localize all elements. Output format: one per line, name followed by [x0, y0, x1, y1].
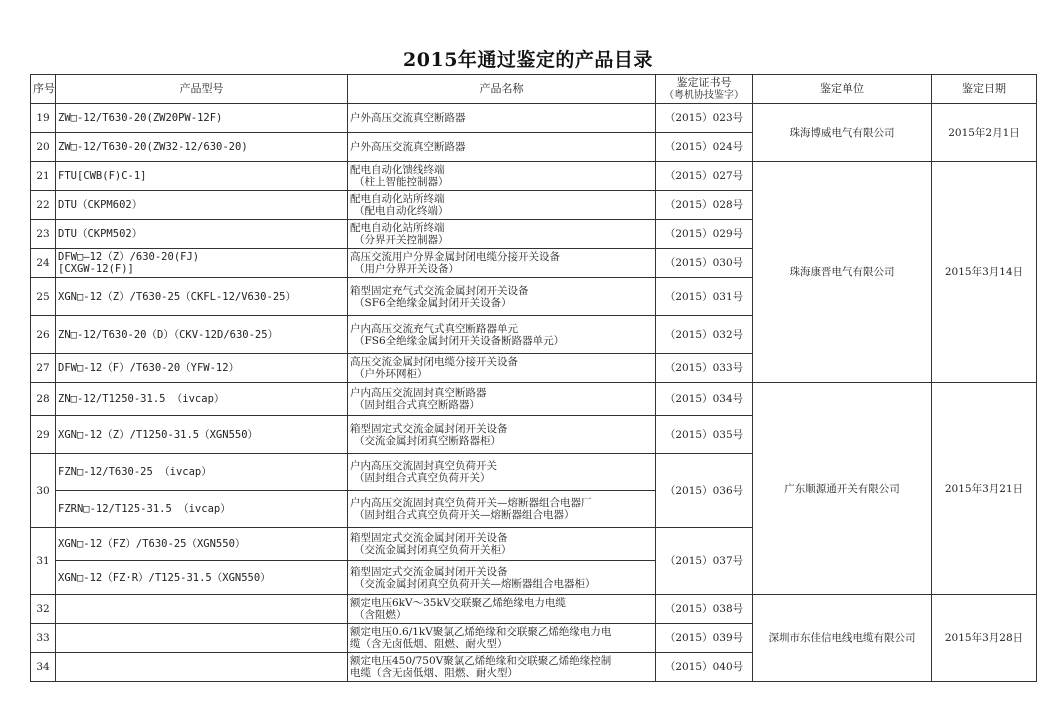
table-row	[31, 595, 1037, 624]
row-no: 29	[31, 416, 56, 454]
row-cert: （2015）040号	[656, 653, 753, 682]
row-cert: （2015）032号	[656, 316, 753, 354]
table-row	[31, 104, 1037, 133]
group-unit: 珠海博威电气有限公司	[753, 104, 932, 162]
row-name-line2: （户外环网柜）	[354, 368, 428, 380]
row-cert: （2015）033号	[656, 354, 753, 383]
row-name-line1: 额定电压0.6/1kV聚氯乙烯绝缘和交联聚乙烯绝缘电力电	[350, 626, 612, 638]
row-cert: （2015）030号	[656, 249, 753, 278]
row-name	[348, 162, 656, 191]
row-name	[348, 278, 656, 316]
row-model: XGN□-12（FZ·R）/T125-31.5（XGN550）	[56, 561, 348, 595]
row-name	[348, 249, 656, 278]
header-cert	[656, 75, 753, 104]
table-header-row	[31, 75, 1037, 104]
row-cert: （2015）027号	[656, 162, 753, 191]
row-name-line1: 箱型固定式交流金属封闭开关设备	[350, 422, 508, 435]
row-name-line2: （固封组合式真空负荷开关—熔断器组合电器）	[354, 509, 575, 521]
row-name	[348, 383, 656, 416]
header-date: 鉴定日期	[932, 75, 1037, 104]
group-unit: 珠海康晋电气有限公司	[753, 162, 932, 383]
row-name-line2: （固封组合式真空负荷开关）	[354, 472, 491, 484]
header-model: 产品型号	[56, 75, 348, 104]
row-name-line2: 缆（含无卤低烟、阻燃、耐火型）	[350, 638, 508, 650]
row-no: 22	[31, 191, 56, 220]
row-name-line1: 户内高压交流充气式真空断路器单元	[350, 322, 518, 335]
row-model: DTU（CKPM502）	[56, 220, 348, 249]
row-name-line1: 户内高压交流固封真空断路器	[350, 387, 487, 399]
row-name	[348, 316, 656, 354]
row-name-line1: 配电自动化馈线终端	[350, 164, 445, 176]
row-name	[348, 624, 656, 653]
row-no: 20	[31, 133, 56, 162]
row-cert: （2015）036号	[656, 454, 753, 528]
product-catalog-table	[30, 74, 1037, 682]
row-name	[348, 416, 656, 454]
row-model	[56, 653, 348, 682]
row-name-line1: 配电自动化站所终端	[350, 193, 445, 205]
row-name	[348, 491, 656, 528]
row-no: 34	[31, 653, 56, 682]
row-no: 33	[31, 624, 56, 653]
row-no: 25	[31, 278, 56, 316]
row-name-line2: （交流金属封闭真空负荷开关柜）	[354, 544, 512, 556]
row-no: 28	[31, 383, 56, 416]
row-name-line1: 箱型固定式交流金属封闭开关设备	[350, 565, 508, 578]
table-row	[31, 162, 1037, 191]
row-name	[348, 454, 656, 491]
row-name-line2: （柱上智能控制器）	[354, 176, 449, 188]
group-date: 2015年3月14日	[932, 162, 1037, 383]
row-cert: （2015）035号	[656, 416, 753, 454]
row-name-line1: 高压交流用户分界金属封闭电缆分接开关设备	[350, 251, 560, 263]
row-name-line2: （SF6全绝缘金属封闭开关设备）	[354, 296, 512, 309]
row-name-line2: （分界开关控制器）	[354, 234, 449, 246]
group-date: 2015年2月1日	[932, 104, 1037, 162]
group-date: 2015年3月21日	[932, 383, 1037, 595]
row-cert: （2015）029号	[656, 220, 753, 249]
row-name-line1: 户内高压交流固封真空负荷开关—熔断器组合电器厂	[350, 497, 592, 509]
row-name	[348, 354, 656, 383]
row-name	[348, 528, 656, 561]
row-cert: （2015）024号	[656, 133, 753, 162]
row-model: XGN□-12（FZ）/T630-25（XGN550）	[56, 528, 348, 561]
row-cert: （2015）023号	[656, 104, 753, 133]
row-name-line1: 配电自动化站所终端	[350, 222, 445, 234]
group-unit: 广东顺源通开关有限公司	[753, 383, 932, 595]
row-cert: （2015）031号	[656, 278, 753, 316]
row-model: FZN□-12/T630-25 （ivcap）	[56, 454, 348, 491]
row-model: ZW□-12/T630-20(ZW20PW-12F)	[56, 104, 348, 133]
row-name	[348, 220, 656, 249]
row-model: DFW□-12（F）/T630-20（YFW-12）	[56, 354, 348, 383]
row-no: 32	[31, 595, 56, 624]
row-model: ZN□-12/T630-20（D）（CKV-12D/630-25）	[56, 316, 348, 354]
row-no: 30	[31, 454, 56, 528]
header-no: 序号	[31, 75, 56, 104]
row-cert: （2015）037号	[656, 528, 753, 595]
row-no: 24	[31, 249, 56, 278]
table-row	[31, 383, 1037, 416]
row-name	[348, 191, 656, 220]
row-name-line2: （配电自动化终端）	[354, 205, 449, 217]
row-no: 21	[31, 162, 56, 191]
row-no: 27	[31, 354, 56, 383]
row-name-line2: （交流金属封闭真空断路器柜）	[354, 434, 501, 447]
row-cert: （2015）028号	[656, 191, 753, 220]
row-model: ZW□-12/T630-20(ZW32-12/630-20)	[56, 133, 348, 162]
row-model: DTU（CKPM602）	[56, 191, 348, 220]
header-unit: 鉴定单位	[753, 75, 932, 104]
row-model: ZN□-12/T1250-31.5 （ivcap）	[56, 383, 348, 416]
row-name	[348, 561, 656, 595]
row-name	[348, 653, 656, 682]
row-name-line1: 额定电压450/750V聚氯乙烯绝缘和交联聚乙烯绝缘控制	[350, 655, 612, 667]
row-name-line2: （用户分界开关设备）	[354, 263, 459, 275]
row-model	[56, 595, 348, 624]
row-no: 31	[31, 528, 56, 595]
group-unit: 深圳市东佳信电线电缆有限公司	[753, 595, 932, 682]
row-no: 19	[31, 104, 56, 133]
row-model: XGN□-12（Z）/T630-25（CKFL-12/V630-25）	[56, 278, 348, 316]
row-name-line1: 额定电压6kV～35kV交联聚乙烯绝缘电力电缆	[350, 597, 566, 609]
row-model: XGN□-12（Z）/T1250-31.5（XGN550）	[56, 416, 348, 454]
row-no: 26	[31, 316, 56, 354]
header-cert-line1: 鉴定证书号	[676, 75, 732, 89]
row-cert: （2015）034号	[656, 383, 753, 416]
row-cert: （2015）038号	[656, 595, 753, 624]
header-cert-line2: （粤机协技鉴字）	[664, 89, 744, 101]
group-date: 2015年3月28日	[932, 595, 1037, 682]
page-title: 2015年通过鉴定的产品目录	[403, 49, 653, 71]
row-name-line2: （含阻燃）	[354, 609, 407, 621]
row-name-line1: 箱型固定式交流金属封闭开关设备	[350, 532, 508, 544]
row-model	[56, 624, 348, 653]
row-name	[348, 595, 656, 624]
row-name-line2: （固封组合式真空断路器）	[354, 399, 480, 411]
row-cert: （2015）039号	[656, 624, 753, 653]
row-name-line2: （FS6全绝缘金属封闭开关设备断路器单元）	[354, 334, 565, 347]
row-model: FZRN□-12/T125-31.5 （ivcap）	[56, 491, 348, 528]
header-name: 产品名称	[348, 75, 656, 104]
row-no: 23	[31, 220, 56, 249]
row-name-line2: （交流金属封闭真空负荷开关—熔断器组合电器柜）	[354, 577, 596, 590]
row-model-line2: [CXGW-12(F)]	[58, 263, 134, 275]
row-name: 户外高压交流真空断路器	[348, 133, 656, 162]
row-name: 户外高压交流真空断路器	[348, 104, 656, 133]
row-name-line1: 户内高压交流固封真空负荷开关	[350, 460, 497, 472]
row-model: FTU[CWB(F)C-1]	[56, 162, 348, 191]
row-model	[56, 249, 348, 278]
row-name-line1: 高压交流金属封闭电缆分接开关设备	[350, 356, 518, 368]
row-name-line2: 电缆（含无卤低烟、阻燃、耐火型）	[350, 667, 518, 679]
row-model-line1: DFW□—12（Z）/630-20(FJ)	[58, 251, 200, 263]
row-name-line1: 箱型固定充气式交流金属封闭开关设备	[350, 284, 529, 297]
